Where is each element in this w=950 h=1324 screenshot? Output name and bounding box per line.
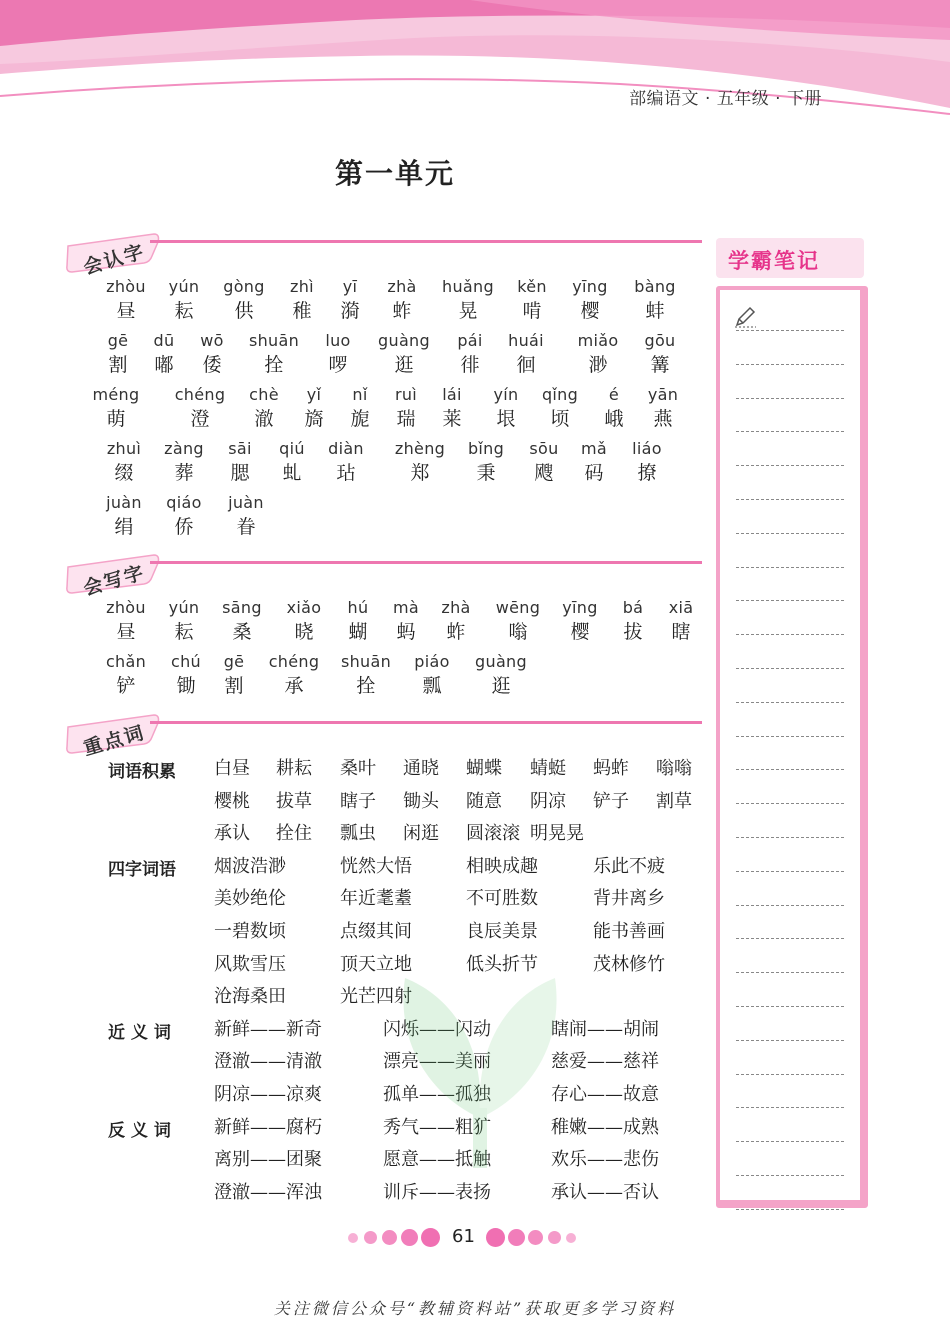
hanzi: 割 [224, 675, 244, 697]
word-item: 瓢虫 [340, 823, 376, 845]
pinyin: qiú [279, 439, 305, 458]
section-label-write: 会写字 [81, 561, 148, 600]
pinyin: huái [508, 331, 544, 350]
hanzi: 篝 [650, 354, 670, 376]
char-cell [320, 276, 380, 324]
char-cell [154, 438, 214, 486]
decor-dot [486, 1228, 505, 1247]
char-cell [502, 276, 562, 324]
hanzi: 拔 [623, 621, 643, 643]
pinyin: yún [168, 277, 200, 296]
hanzi: 渺 [588, 354, 608, 376]
hanzi: 晓 [294, 621, 314, 643]
page-number: 61 [452, 1226, 475, 1247]
hanzi: 郑 [410, 462, 430, 484]
word-group-label: 四字词语 [108, 859, 176, 880]
char-cell [336, 651, 396, 699]
char-cell [456, 438, 516, 486]
char-cell [374, 330, 434, 378]
word-item: 点缀其间 [340, 921, 412, 942]
char-cell [471, 651, 531, 699]
hanzi: 蚌 [645, 300, 665, 322]
hanzi: 峨 [604, 408, 624, 430]
hanzi: 撩 [637, 462, 657, 484]
word-item: 新鲜——腐朽 [214, 1116, 322, 1138]
note-line [736, 972, 844, 973]
pinyin: shuān [248, 331, 300, 350]
hanzi: 嘟 [154, 354, 174, 376]
hanzi: 嗡 [508, 621, 528, 643]
char-cell [204, 651, 264, 699]
pinyin: sōu [529, 439, 559, 458]
decor-dot [382, 1230, 397, 1245]
word-item: 割草 [656, 790, 692, 812]
pinyin: zhòu [106, 277, 146, 296]
word-item: 欢乐——悲伤 [551, 1149, 659, 1171]
pinyin: ruì [394, 385, 418, 404]
notes-panel [716, 238, 864, 1204]
pinyin: mǎ [581, 439, 607, 458]
char-cell [402, 651, 462, 699]
word-item: 承认 [214, 823, 250, 845]
hanzi: 莱 [442, 408, 462, 430]
pinyin: gē [223, 652, 245, 671]
char-cell [651, 597, 711, 645]
word-item: 耕耘 [276, 758, 312, 779]
word-item: 明晃晃 [530, 823, 584, 845]
hanzi: 旖 [304, 408, 324, 430]
pinyin: pái [457, 331, 483, 350]
char-cell [633, 384, 693, 432]
hanzi: 稚 [292, 300, 312, 322]
char-cell [94, 492, 154, 540]
pinyin: bá [622, 598, 644, 617]
page-number-bar [0, 1226, 950, 1250]
note-line [736, 803, 844, 804]
hanzi: 倭 [202, 354, 222, 376]
hanzi: 萌 [106, 408, 126, 430]
char-cell [530, 384, 590, 432]
char-cell [560, 276, 620, 324]
char-cell [630, 330, 690, 378]
pinyin: luo [325, 331, 351, 350]
pinyin: qǐng [541, 385, 579, 404]
note-line [736, 567, 844, 568]
hanzi: 腮 [230, 462, 250, 484]
hanzi: 绢 [114, 516, 134, 538]
note-line [736, 431, 844, 432]
note-line [736, 702, 844, 703]
word-item: 蜻蜓 [530, 758, 566, 779]
pinyin: gōu [644, 331, 676, 350]
char-cell [212, 597, 272, 645]
word-item: 白昼 [214, 758, 250, 779]
pinyin: zhòu [106, 598, 146, 617]
hanzi: 昼 [116, 621, 136, 643]
pinyin: zhà [387, 277, 417, 296]
word-item: 秀气——粗犷 [383, 1116, 491, 1138]
word-item: 恍然大悟 [340, 855, 412, 877]
note-line [736, 600, 844, 601]
word-item: 拴住 [276, 823, 312, 845]
char-cell [496, 330, 556, 378]
hanzi: 澈 [254, 408, 274, 430]
decor-dot [401, 1229, 418, 1246]
pinyin: juàn [228, 493, 264, 512]
char-cell [96, 651, 156, 699]
pinyin: zhì [290, 277, 314, 296]
word-item: 阴凉 [530, 790, 566, 812]
note-line [736, 837, 844, 838]
char-cell [440, 330, 500, 378]
word-item: 阴凉——凉爽 [214, 1084, 322, 1105]
char-cell [244, 330, 304, 378]
hanzi: 逛 [491, 675, 511, 697]
note-line [736, 938, 844, 939]
pinyin: bàng [634, 277, 676, 296]
hanzi: 侨 [174, 516, 194, 538]
word-item: 嗡嗡 [656, 758, 692, 779]
note-line [736, 1209, 844, 1210]
hanzi: 漪 [340, 300, 360, 322]
hanzi: 耘 [174, 300, 194, 322]
note-line [736, 736, 844, 737]
word-item: 通晓 [403, 758, 439, 779]
hanzi: 晃 [458, 300, 478, 322]
word-item: 美妙绝伦 [214, 888, 286, 910]
pinyin: bǐng [467, 439, 505, 458]
pinyin: lái [442, 385, 462, 404]
note-line [736, 499, 844, 500]
hanzi: 飕 [534, 462, 554, 484]
pinyin: guàng [378, 331, 430, 350]
hanzi: 啰 [328, 354, 348, 376]
hanzi: 虬 [282, 462, 302, 484]
decor-dot [364, 1231, 377, 1244]
pinyin: gòng [223, 277, 265, 296]
pinyin: yīng [572, 277, 608, 296]
pinyin: sāi [228, 439, 252, 458]
hanzi: 瞎 [671, 621, 691, 643]
word-item: 拔草 [276, 790, 312, 812]
hanzi: 啃 [522, 300, 542, 322]
hanzi: 蚱 [446, 621, 466, 643]
note-line [736, 905, 844, 906]
word-item: 良辰美景 [466, 921, 538, 942]
pinyin: xiǎo [286, 598, 322, 617]
word-item: 离别——团聚 [214, 1149, 322, 1171]
char-cell [316, 438, 376, 486]
word-item: 训斥——表扬 [383, 1181, 491, 1203]
word-item: 稚嫩——成熟 [551, 1116, 659, 1138]
word-item: 存心——故意 [551, 1084, 659, 1105]
char-cell [170, 384, 230, 432]
footer-note: 关注微信公众号“教辅资料站”获取更多学习资料 [273, 1299, 677, 1318]
pinyin: piáo [414, 652, 450, 671]
hanzi: 拴 [264, 354, 284, 376]
pinyin: mà [393, 598, 419, 617]
word-item: 能书善画 [593, 921, 665, 942]
note-line [736, 1074, 844, 1075]
pinyin: yān [647, 385, 679, 404]
word-item: 光芒四射 [340, 986, 412, 1008]
char-cell [264, 651, 324, 699]
decor-dot [508, 1229, 525, 1246]
hanzi: 玷 [336, 462, 356, 484]
word-item: 愿意——抵触 [383, 1149, 491, 1171]
pinyin: wō [200, 331, 224, 350]
char-cell [550, 597, 610, 645]
word-item: 年近耄耋 [340, 888, 412, 910]
char-cell [154, 597, 214, 645]
word-item: 沧海桑田 [214, 986, 286, 1008]
pinyin: zhuì [106, 439, 142, 458]
word-item: 新鲜——新奇 [214, 1018, 322, 1040]
word-item: 瞎闹——胡闹 [551, 1018, 659, 1040]
pinyin: yī [342, 277, 358, 296]
char-cell [476, 384, 536, 432]
char-cell [86, 384, 146, 432]
note-line [736, 364, 844, 365]
hanzi: 燕 [653, 408, 673, 430]
note-line [736, 398, 844, 399]
word-item: 低头折节 [466, 953, 538, 975]
pinyin: nǐ [352, 385, 368, 404]
hanzi: 承 [284, 675, 304, 697]
hanzi: 蚂 [396, 621, 416, 643]
pencil-icon [734, 306, 758, 328]
section-divider [150, 240, 702, 243]
pinyin: dū [153, 331, 175, 350]
char-cell [625, 276, 685, 324]
word-item: 漂亮——美丽 [383, 1051, 491, 1073]
char-cell [422, 384, 482, 432]
word-item: 锄头 [403, 790, 439, 812]
hanzi: 逛 [394, 354, 414, 376]
pinyin: miǎo [577, 331, 619, 350]
char-cell [568, 330, 628, 378]
pinyin: yún [168, 598, 200, 617]
pinyin: qiáo [166, 493, 202, 512]
hanzi: 蝴 [348, 621, 368, 643]
char-cell [274, 597, 334, 645]
pinyin: é [608, 385, 620, 404]
note-line [736, 1141, 844, 1142]
word-item: 圆滚滚 [466, 823, 520, 845]
char-cell [216, 492, 276, 540]
pinyin: chú [171, 652, 201, 671]
hanzi: 樱 [570, 621, 590, 643]
pinyin: zhà [441, 598, 471, 617]
char-cell [372, 276, 432, 324]
word-item: 乐此不疲 [593, 855, 665, 877]
pinyin: xiā [668, 598, 694, 617]
pinyin: yín [493, 385, 519, 404]
pinyin: gē [107, 331, 129, 350]
section-label-words: 重点词 [81, 721, 148, 760]
hanzi: 旎 [350, 408, 370, 430]
note-line [736, 330, 844, 331]
hanzi: 瓢 [422, 675, 442, 697]
word-item: 慈爱——慈祥 [551, 1051, 659, 1073]
hanzi: 蚱 [392, 300, 412, 322]
hanzi: 铲 [116, 675, 136, 697]
pinyin: yǐ [306, 385, 322, 404]
word-item: 茂林修竹 [593, 953, 665, 975]
decor-dot [548, 1231, 561, 1244]
note-line [736, 1175, 844, 1176]
section-tag-words [66, 713, 162, 760]
word-item: 瞎子 [340, 790, 376, 812]
decor-dot [528, 1230, 543, 1245]
hanzi: 垠 [496, 408, 516, 430]
section-divider [150, 561, 702, 564]
hanzi: 昼 [116, 300, 136, 322]
char-cell [488, 597, 548, 645]
subject-label: 部编语文 · 五年级 · 下册 [629, 89, 822, 109]
hanzi: 顷 [550, 408, 570, 430]
note-line [736, 1006, 844, 1007]
pinyin: shuān [340, 652, 392, 671]
char-cell [426, 597, 486, 645]
pinyin: huǎng [442, 277, 494, 296]
word-item: 随意 [466, 790, 502, 812]
word-item: 蝴蝶 [466, 758, 502, 779]
note-line [736, 465, 844, 466]
char-cell [182, 330, 242, 378]
pinyin: chè [249, 385, 279, 404]
word-item: 蚂蚱 [593, 758, 629, 779]
char-cell [154, 492, 214, 540]
word-item: 承认——否认 [551, 1181, 659, 1203]
word-item: 闪烁——闪动 [383, 1018, 491, 1040]
section-label-read: 会认字 [81, 240, 148, 279]
word-item: 闲逛 [403, 823, 439, 845]
hanzi: 锄 [176, 675, 196, 697]
pinyin: méng [92, 385, 140, 404]
pinyin: chǎn [105, 652, 147, 671]
hanzi: 供 [234, 300, 254, 322]
hanzi: 拴 [356, 675, 376, 697]
notes-header [716, 238, 864, 278]
hanzi: 瑞 [396, 408, 416, 430]
char-cell [154, 276, 214, 324]
char-cell [96, 276, 156, 324]
char-cell [262, 438, 322, 486]
hanzi: 桑 [232, 621, 252, 643]
pinyin: kěn [517, 277, 547, 296]
note-line [736, 533, 844, 534]
hanzi: 码 [584, 462, 604, 484]
decor-dot [348, 1233, 358, 1243]
hanzi: 耘 [174, 621, 194, 643]
section-tag-write [66, 553, 162, 600]
hanzi: 秉 [476, 462, 496, 484]
pinyin: wēng [495, 598, 541, 617]
word-item: 顶天立地 [340, 953, 412, 975]
word-item: 澄澈——浑浊 [214, 1181, 322, 1203]
note-line [736, 1040, 844, 1041]
hanzi: 葬 [174, 462, 194, 484]
word-item: 一碧数顷 [214, 921, 286, 942]
word-group-label: 词语积累 [108, 762, 176, 782]
decor-dot [566, 1233, 576, 1243]
pinyin: guàng [475, 652, 527, 671]
word-item: 不可胜数 [466, 888, 538, 910]
hanzi: 徘 [460, 354, 480, 376]
word-item: 相映成趣 [466, 855, 538, 877]
pinyin: zhèng [394, 439, 446, 458]
notes-title: 学霸笔记 [728, 249, 820, 273]
word-item: 风欺雪压 [214, 953, 286, 975]
decor-dot [421, 1228, 440, 1247]
char-cell [214, 276, 274, 324]
pinyin: yīng [562, 598, 598, 617]
hanzi: 樱 [580, 300, 600, 322]
char-cell [438, 276, 498, 324]
word-group-label: 近 义 词 [108, 1022, 171, 1043]
note-line [736, 1107, 844, 1108]
pinyin: diàn [328, 439, 364, 458]
word-item: 樱桃 [214, 790, 250, 812]
hanzi: 割 [108, 354, 128, 376]
pinyin: chéng [268, 652, 320, 671]
hanzi: 澄 [190, 408, 210, 430]
char-cell [308, 330, 368, 378]
char-cell [210, 438, 270, 486]
char-cell [96, 597, 156, 645]
pinyin: hú [347, 598, 369, 617]
word-item: 桑叶 [340, 758, 376, 779]
char-cell [390, 438, 450, 486]
pinyin: sāng [222, 598, 262, 617]
section-divider [150, 721, 702, 724]
note-line [736, 634, 844, 635]
note-line [736, 668, 844, 669]
hanzi: 眷 [236, 516, 256, 538]
section-tag-read [66, 232, 162, 279]
notes-lines [716, 286, 868, 1208]
pinyin: juàn [106, 493, 142, 512]
char-cell [617, 438, 677, 486]
word-group-label: 反 义 词 [108, 1120, 171, 1141]
char-cell [94, 438, 154, 486]
unit-title: 第一单元 [334, 157, 455, 190]
pinyin: chéng [174, 385, 226, 404]
word-item: 澄澈——清澈 [214, 1051, 322, 1073]
word-item: 孤单——孤独 [383, 1084, 491, 1105]
word-item: 铲子 [593, 790, 629, 812]
hanzi: 缀 [114, 462, 134, 484]
char-cell [564, 438, 624, 486]
pinyin: liáo [632, 439, 662, 458]
hanzi: 徊 [516, 354, 536, 376]
note-line [736, 769, 844, 770]
word-item: 烟波浩渺 [214, 855, 286, 877]
word-item: 背井离乡 [593, 888, 665, 910]
note-line [736, 871, 844, 872]
pinyin: zàng [164, 439, 204, 458]
